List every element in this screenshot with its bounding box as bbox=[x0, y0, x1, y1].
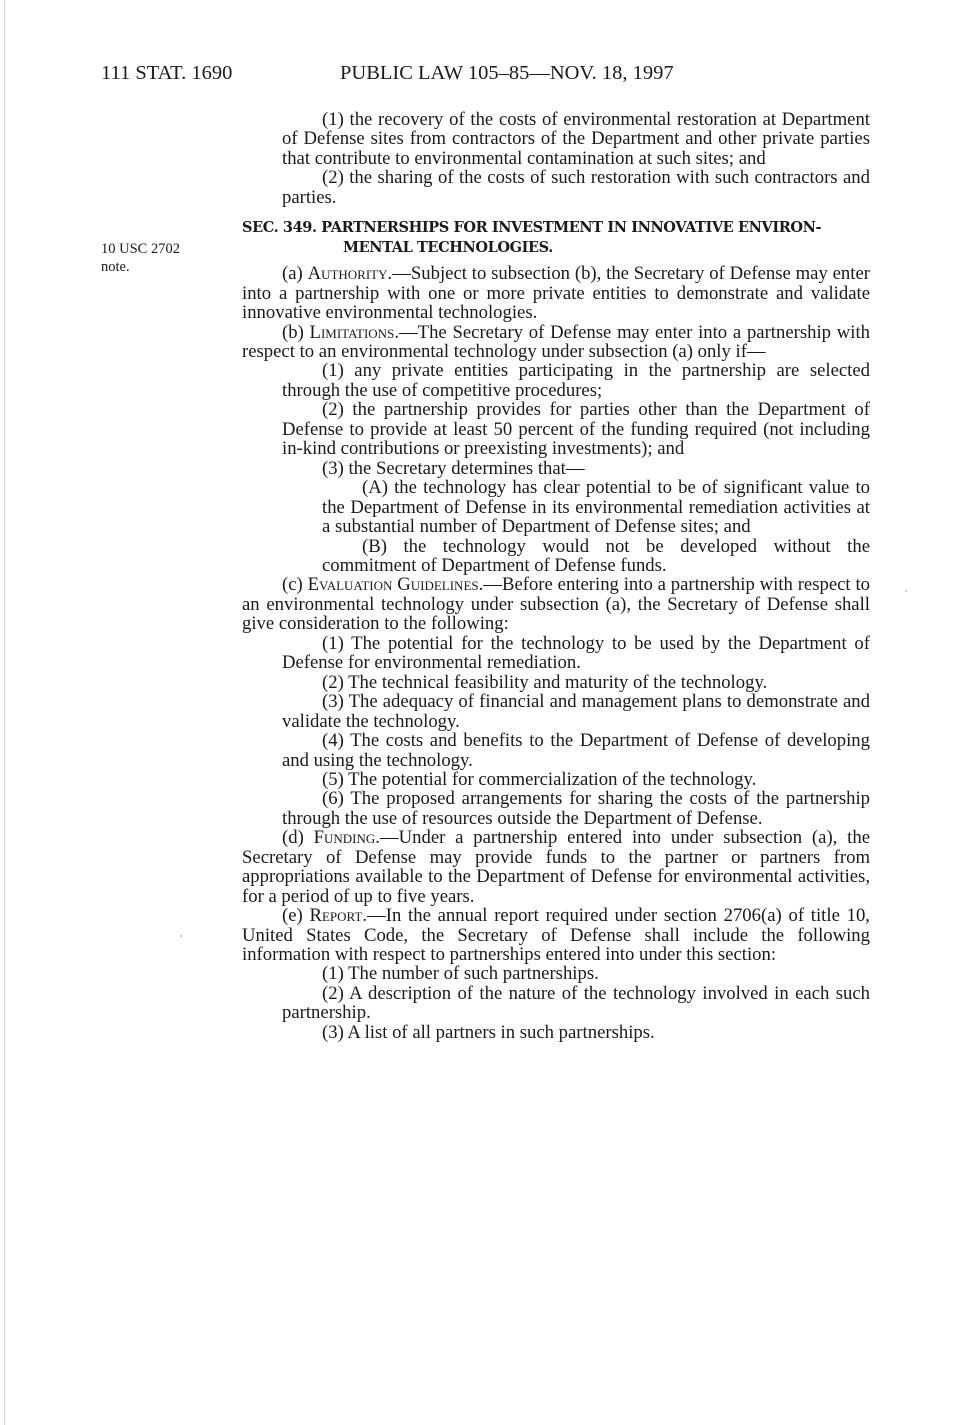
subsection-b-item-2: (2) the partnership provides for parties other than the Department of Defense to provide at least 50 percent of the funding required (not including in-kind contributions or preexisting investments); and bbox=[282, 399, 870, 460]
statute-page-number: 111 STAT. 1690 bbox=[101, 62, 233, 84]
subsection-c-caption: Evaluation Guidelines bbox=[307, 574, 479, 596]
subsection-c-item-2: (2) The technical feasibility and maturity of the technology. bbox=[322, 671, 768, 693]
subsection-e-item-1: (1) The number of such partnerships. bbox=[322, 963, 599, 985]
subsection-b-item-1: (1) any private entities participating in the partnership are selected through the use of competitive procedures; bbox=[282, 360, 870, 401]
subsection-c-label: (c) bbox=[282, 574, 308, 596]
margin-note-citation: 10 USC 2702 bbox=[101, 241, 180, 257]
subsection-a bbox=[242, 264, 870, 322]
scan-speck bbox=[180, 935, 182, 937]
scan-edge-line bbox=[4, 0, 5, 1425]
margin-note bbox=[101, 240, 221, 276]
scan-speck bbox=[905, 590, 907, 592]
section-title-line1: PARTNERSHIPS FOR INVESTMENT IN INNOVATIVE ENVIRON- bbox=[321, 219, 822, 237]
page-header bbox=[101, 60, 761, 86]
subsection-b bbox=[242, 323, 870, 362]
public-law-title: PUBLIC LAW 105–85—NOV. 18, 1997 bbox=[340, 62, 674, 84]
subsection-c-item-1: (1) The potential for the technology to be used by the Department of Defense for environmental remediation. bbox=[282, 632, 870, 674]
subsection-d-label: (d) bbox=[282, 827, 314, 849]
subsection-c bbox=[242, 575, 870, 633]
subsection-d bbox=[242, 828, 870, 906]
subsection-e-item-3: (3) A list of all partners in such partnerships. bbox=[322, 1021, 655, 1043]
intro-item-1: (1) the recovery of the costs of environmental restoration at Department of Defense sites from contractors of the Department and other private parties that contribute to environmental contamination at such sites; and bbox=[282, 109, 870, 169]
subsection-e-label: (e) bbox=[282, 905, 310, 927]
subsection-d-text: .—Under a partnership entered into under subsection (a), the Secretary of Defense may provide funds to the partner or partners from appropriations available to the Department of Defense for environmental activities, for a period of up to five years. bbox=[242, 827, 870, 907]
subsection-b-label: (b) bbox=[282, 321, 310, 343]
subsection-a-text: .—Subject to subsection (b), the Secretary of Defense may enter into a partnership with one or more private entities to demonstrate and validate innovative environmental technologies. bbox=[242, 263, 870, 324]
intro-item-2: (2) the sharing of the costs of such restoration with such contractors and parties. bbox=[282, 167, 870, 208]
subsection-b-subitem-b: (B) the technology would not be developed without the commitment of Department of Defense funds. bbox=[322, 535, 870, 576]
subsection-e bbox=[242, 906, 870, 964]
subsection-e-caption: Report bbox=[309, 905, 363, 927]
subsection-c-item-5: (5) The potential for commercialization of the technology. bbox=[322, 768, 757, 790]
subsection-c-item-4: (4) The costs and benefits to the Department of Defense of developing and using the technology. bbox=[282, 730, 870, 771]
subsection-c-text: .—Before entering into a partnership with respect to an environmental technology under subsection (a), the Secretary of Defense shall give consideration to the following: bbox=[242, 574, 870, 635]
margin-note-suffix: note. bbox=[101, 259, 130, 275]
subsection-a-caption: Authority bbox=[307, 263, 388, 285]
subsection-c-item-3: (3) The adequacy of financial and management plans to demonstrate and validate the technology. bbox=[282, 691, 870, 732]
subsection-b-caption: Limitations bbox=[309, 321, 395, 343]
section-title-line2: MENTAL TECHNOLOGIES. bbox=[343, 238, 553, 256]
body-text bbox=[242, 110, 870, 1042]
subsection-b-text: .—The Secretary of Defense may enter into a partnership with respect to an environmental technology under subsection (a) only if— bbox=[242, 321, 870, 362]
subsection-b-item-3: (3) the Secretary determines that— bbox=[322, 457, 585, 479]
subsection-b-subitem-a: (A) the technology has clear potential to be of significant value to the Department of Defense in its environmental remediation activities at a substantial number of Department of Defense sites; and bbox=[322, 477, 870, 538]
section-number: SEC. 349. bbox=[242, 219, 317, 237]
subsection-c-item-6: (6) The proposed arrangements for sharing the costs of the partnership through the use of resources outside the Department of Defense. bbox=[282, 788, 870, 829]
section-heading bbox=[242, 218, 870, 257]
subsection-e-text: .—In the annual report required under section 2706(a) of title 10, United States Code, the Secretary of Defense shall include the following information with respect to partnerships entered into under this section: bbox=[242, 905, 870, 966]
subsection-d-caption: Funding bbox=[313, 827, 376, 849]
subsection-a-label: (a) bbox=[282, 263, 308, 285]
subsection-e-item-2: (2) A description of the nature of the technology involved in each such partnership. bbox=[282, 982, 870, 1024]
